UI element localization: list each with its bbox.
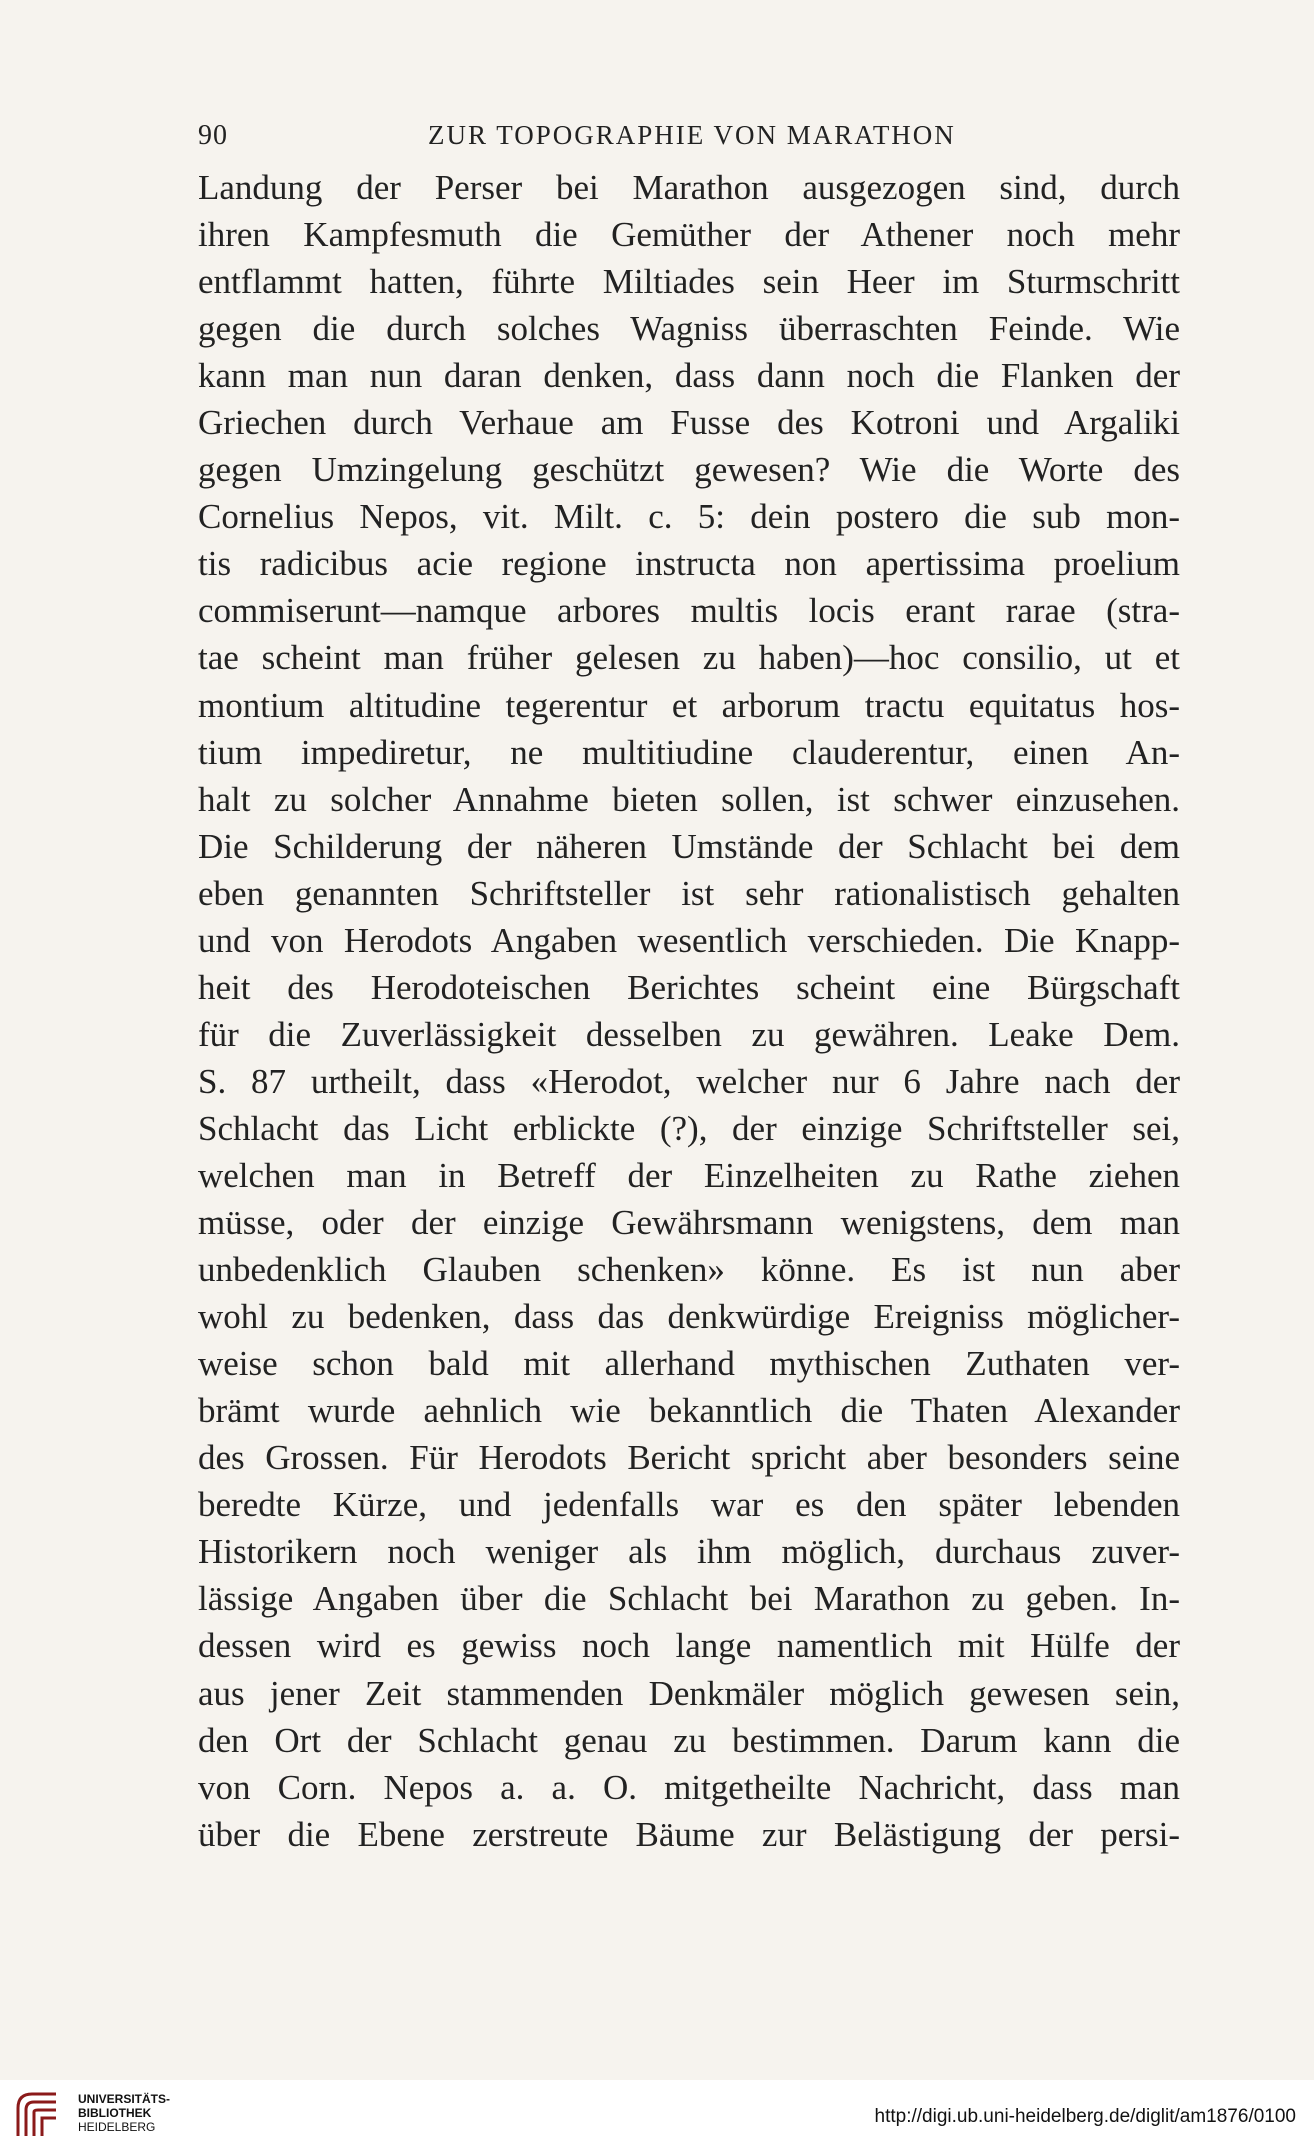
text-line: welchen man in Betreff der Einzelheiten zu Rathe ziehen [198,1155,1180,1195]
text-line: montium altitudine tegerentur et arborum tractu equitatus hos- [198,685,1180,725]
text-line: eben genannten Schriftsteller ist sehr rationalistisch gehalten [198,873,1180,913]
text-line: heit des Herodoteischen Berichtes scheint eine Bürgschaft [198,967,1180,1007]
library-name-line-1: UNIVERSITÄTS- [78,2092,171,2106]
page-header [198,120,1198,170]
text-line: tis radicibus acie regione instructa non apertissima proelium [198,544,1180,584]
text-line: den Ort der Schlacht genau zu bestimmen. Darum kann die [198,1720,1180,1760]
text-line: Schlacht das Licht erblickte (?), der einzige Schriftsteller sei, [198,1108,1180,1148]
text-line: tae scheint man früher gelesen zu haben)—hoc consilio, ut et [198,638,1180,678]
running-title: ZUR TOPOGRAPHIE VON MARATHON [428,120,956,150]
text-line: unbedenklich Glauben schenken» könne. Es ist nun aber [198,1250,1180,1290]
source-url-link[interactable]: http://digi.ub.uni-heidelberg.de/diglit/am1876/0100 [874,2106,1296,2127]
footer-bar [0,2080,1314,2148]
text-line: des Grossen. Für Herodots Bericht spricht aber besonders seine [198,1438,1180,1478]
text-line: müsse, oder der einzige Gewährsmann wenigstens, dem man [198,1203,1180,1243]
text-line: Griechen durch Verhaue am Fusse des Kotroni und Argaliki [198,403,1180,443]
text-line: halt zu solcher Annahme bieten sollen, ist schwer einzusehen. [198,779,1180,819]
text-line: gegen die durch solches Wagniss überraschten Feinde. Wie [198,309,1180,349]
text-line: S. 87 urtheilt, dass «Herodot, welcher nur 6 Jahre nach der [198,1061,1180,1101]
text-line: Historikern noch weniger als ihm möglich, durchaus zuver- [198,1532,1180,1572]
text-line: lässige Angaben über die Schlacht bei Marathon zu geben. In- [198,1579,1180,1619]
text-line: von Corn. Nepos a. a. O. mitgetheilte Nachricht, dass man [198,1767,1180,1807]
text-line: weise schon bald mit allerhand mythischen Zuthaten ver- [198,1344,1180,1384]
text-line: brämt wurde aehnlich wie bekanntlich die Thaten Alexander [198,1391,1180,1431]
text-line: Landung der Perser bei Marathon ausgezogen sind, durch [198,168,1180,207]
text-line: über die Ebene zerstreute Bäume zur Belästigung der persi- [198,1814,1180,1854]
text-line: tium impediretur, ne multitiudine clauderentur, einen An- [198,732,1180,772]
text-line: und von Herodots Angaben wesentlich verschieden. Die Knapp- [198,920,1180,960]
library-name-line-2: BIBLIOTHEK [78,2106,152,2120]
text-line: gegen Umzingelung geschützt gewesen? Wie die Worte des [198,450,1180,490]
text-line: dessen wird es gewiss noch lange namentlich mit Hülfe der [198,1626,1180,1666]
library-name-line-3: HEIDELBERG [78,2120,156,2134]
text-line: beredte Kürze, und jedenfalls war es den später lebenden [198,1485,1180,1525]
text-line: entflammt hatten, führte Miltiades sein Heer im Sturmschritt [198,262,1180,302]
library-logo-icon [14,2088,60,2140]
text-line: commiserunt—namque arbores multis locis erant rarae (stra- [198,591,1180,631]
page-number: 90 [198,120,228,151]
text-line: für die Zuverlässigkeit desselben zu gewähren. Leake Dem. [198,1014,1180,1054]
text-line: kann man nun daran denken, dass dann noch die Flanken der [198,356,1180,396]
body-text [198,164,1180,1858]
text-line: wohl zu bedenken, dass das denkwürdige Ereigniss möglicher- [198,1297,1180,1337]
text-line: aus jener Zeit stammenden Denkmäler möglich gewesen sein, [198,1673,1180,1713]
text-line: ihren Kampfesmuth die Gemüther der Athener noch mehr [198,215,1180,255]
library-name [78,2092,170,2134]
text-line: Die Schilderung der näheren Umstände der Schlacht bei dem [198,826,1180,866]
text-line: Cornelius Nepos, vit. Milt. c. 5: dein postero die sub mon- [198,497,1180,537]
